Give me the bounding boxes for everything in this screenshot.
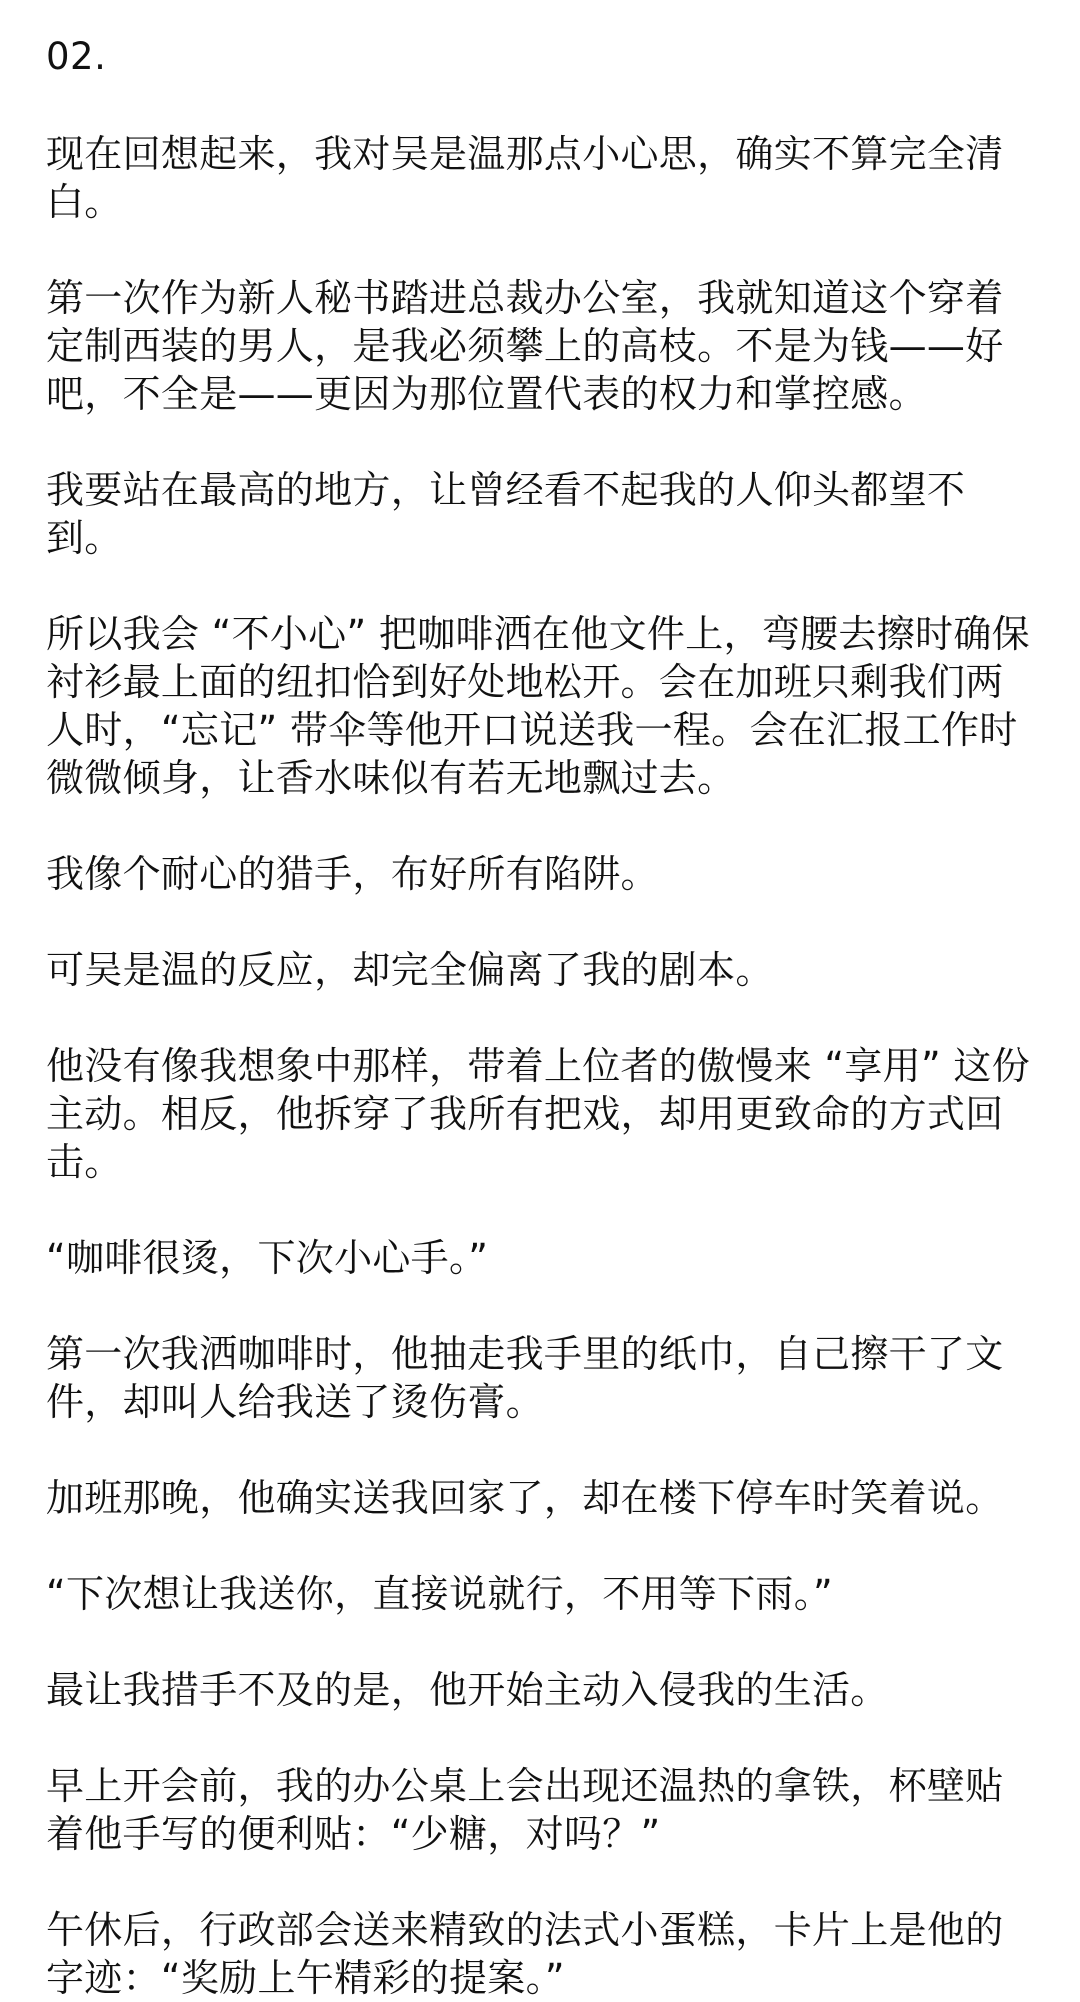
- dialogue-line: “下次想让我送你，直接说就行，不用等下雨。”: [46, 1572, 833, 1616]
- paragraph-gap: [46, 898, 1030, 946]
- paragraph-gap: [46, 226, 1030, 274]
- paragraph-gap: [46, 82, 1030, 130]
- dialogue-line: “咖啡很烫，下次小心手。”: [46, 1236, 489, 1280]
- paragraph: 他没有像我想象中那样，带着上位者的傲慢来 “享用” 这份主动。相反，他拆穿了我所有把戏，却用更致命的方式回击。: [46, 1044, 1030, 1184]
- paragraph: 午休后，行政部会送来精致的法式小蛋糕，卡片上是他的字迹：“奖励上午精彩的提案。”: [46, 1908, 1004, 2000]
- paragraph-gap: [46, 1186, 1030, 1234]
- paragraph-gap: [46, 1714, 1030, 1762]
- paragraph-gap: [46, 1282, 1030, 1330]
- paragraph-gap: [46, 1618, 1030, 1666]
- paragraph-gap: [46, 562, 1030, 610]
- paragraph: 第一次我洒咖啡时，他抽走我手里的纸巾，自己擦干了文件，却叫人给我送了烫伤膏。: [46, 1332, 1004, 1424]
- paragraph-gap: [46, 1426, 1030, 1474]
- paragraph: 早上开会前，我的办公桌上会出现还温热的拿铁，杯壁贴着他手写的便利贴：“少糖，对吗？”: [46, 1764, 1004, 1856]
- paragraph: 最让我措手不及的是，他开始主动入侵我的生活。: [46, 1668, 889, 1712]
- paragraph: 现在回想起来，我对吴是温那点小心思，确实不算完全清白。: [46, 132, 1004, 224]
- paragraph-gap: [46, 418, 1030, 466]
- paragraph: 所以我会 “不小心” 把咖啡洒在他文件上，弯腰去擦时确保衬衫最上面的纽扣恰到好处地松开。会在加班只剩我们两人时，“忘记” 带伞等他开口说送我一程。会在汇报工作时微微倾身，让香水味似有若无地飘过去。: [46, 612, 1030, 800]
- chapter-number: 02.: [46, 35, 107, 78]
- paragraph: 加班那晚，他确实送我回家了，却在楼下停车时笑着说。: [46, 1476, 1004, 1520]
- paragraph-gap: [46, 802, 1030, 850]
- paragraph: 可吴是温的反应，却完全偏离了我的剧本。: [46, 948, 774, 992]
- paragraph-gap: [46, 1858, 1030, 1906]
- paragraph: 第一次作为新人秘书踏进总裁办公室，我就知道这个穿着定制西装的男人，是我必须攀上的高枝。不是为钱——好吧，不全是——更因为那位置代表的权力和掌控感。: [46, 276, 1004, 416]
- paragraph: 我要站在最高的地方，让曾经看不起我的人仰头都望不到。: [46, 468, 966, 560]
- paragraph: 我像个耐心的猎手，布好所有陷阱。: [46, 852, 659, 896]
- paragraph-gap: [46, 994, 1030, 1042]
- paragraph-gap: [46, 1522, 1030, 1570]
